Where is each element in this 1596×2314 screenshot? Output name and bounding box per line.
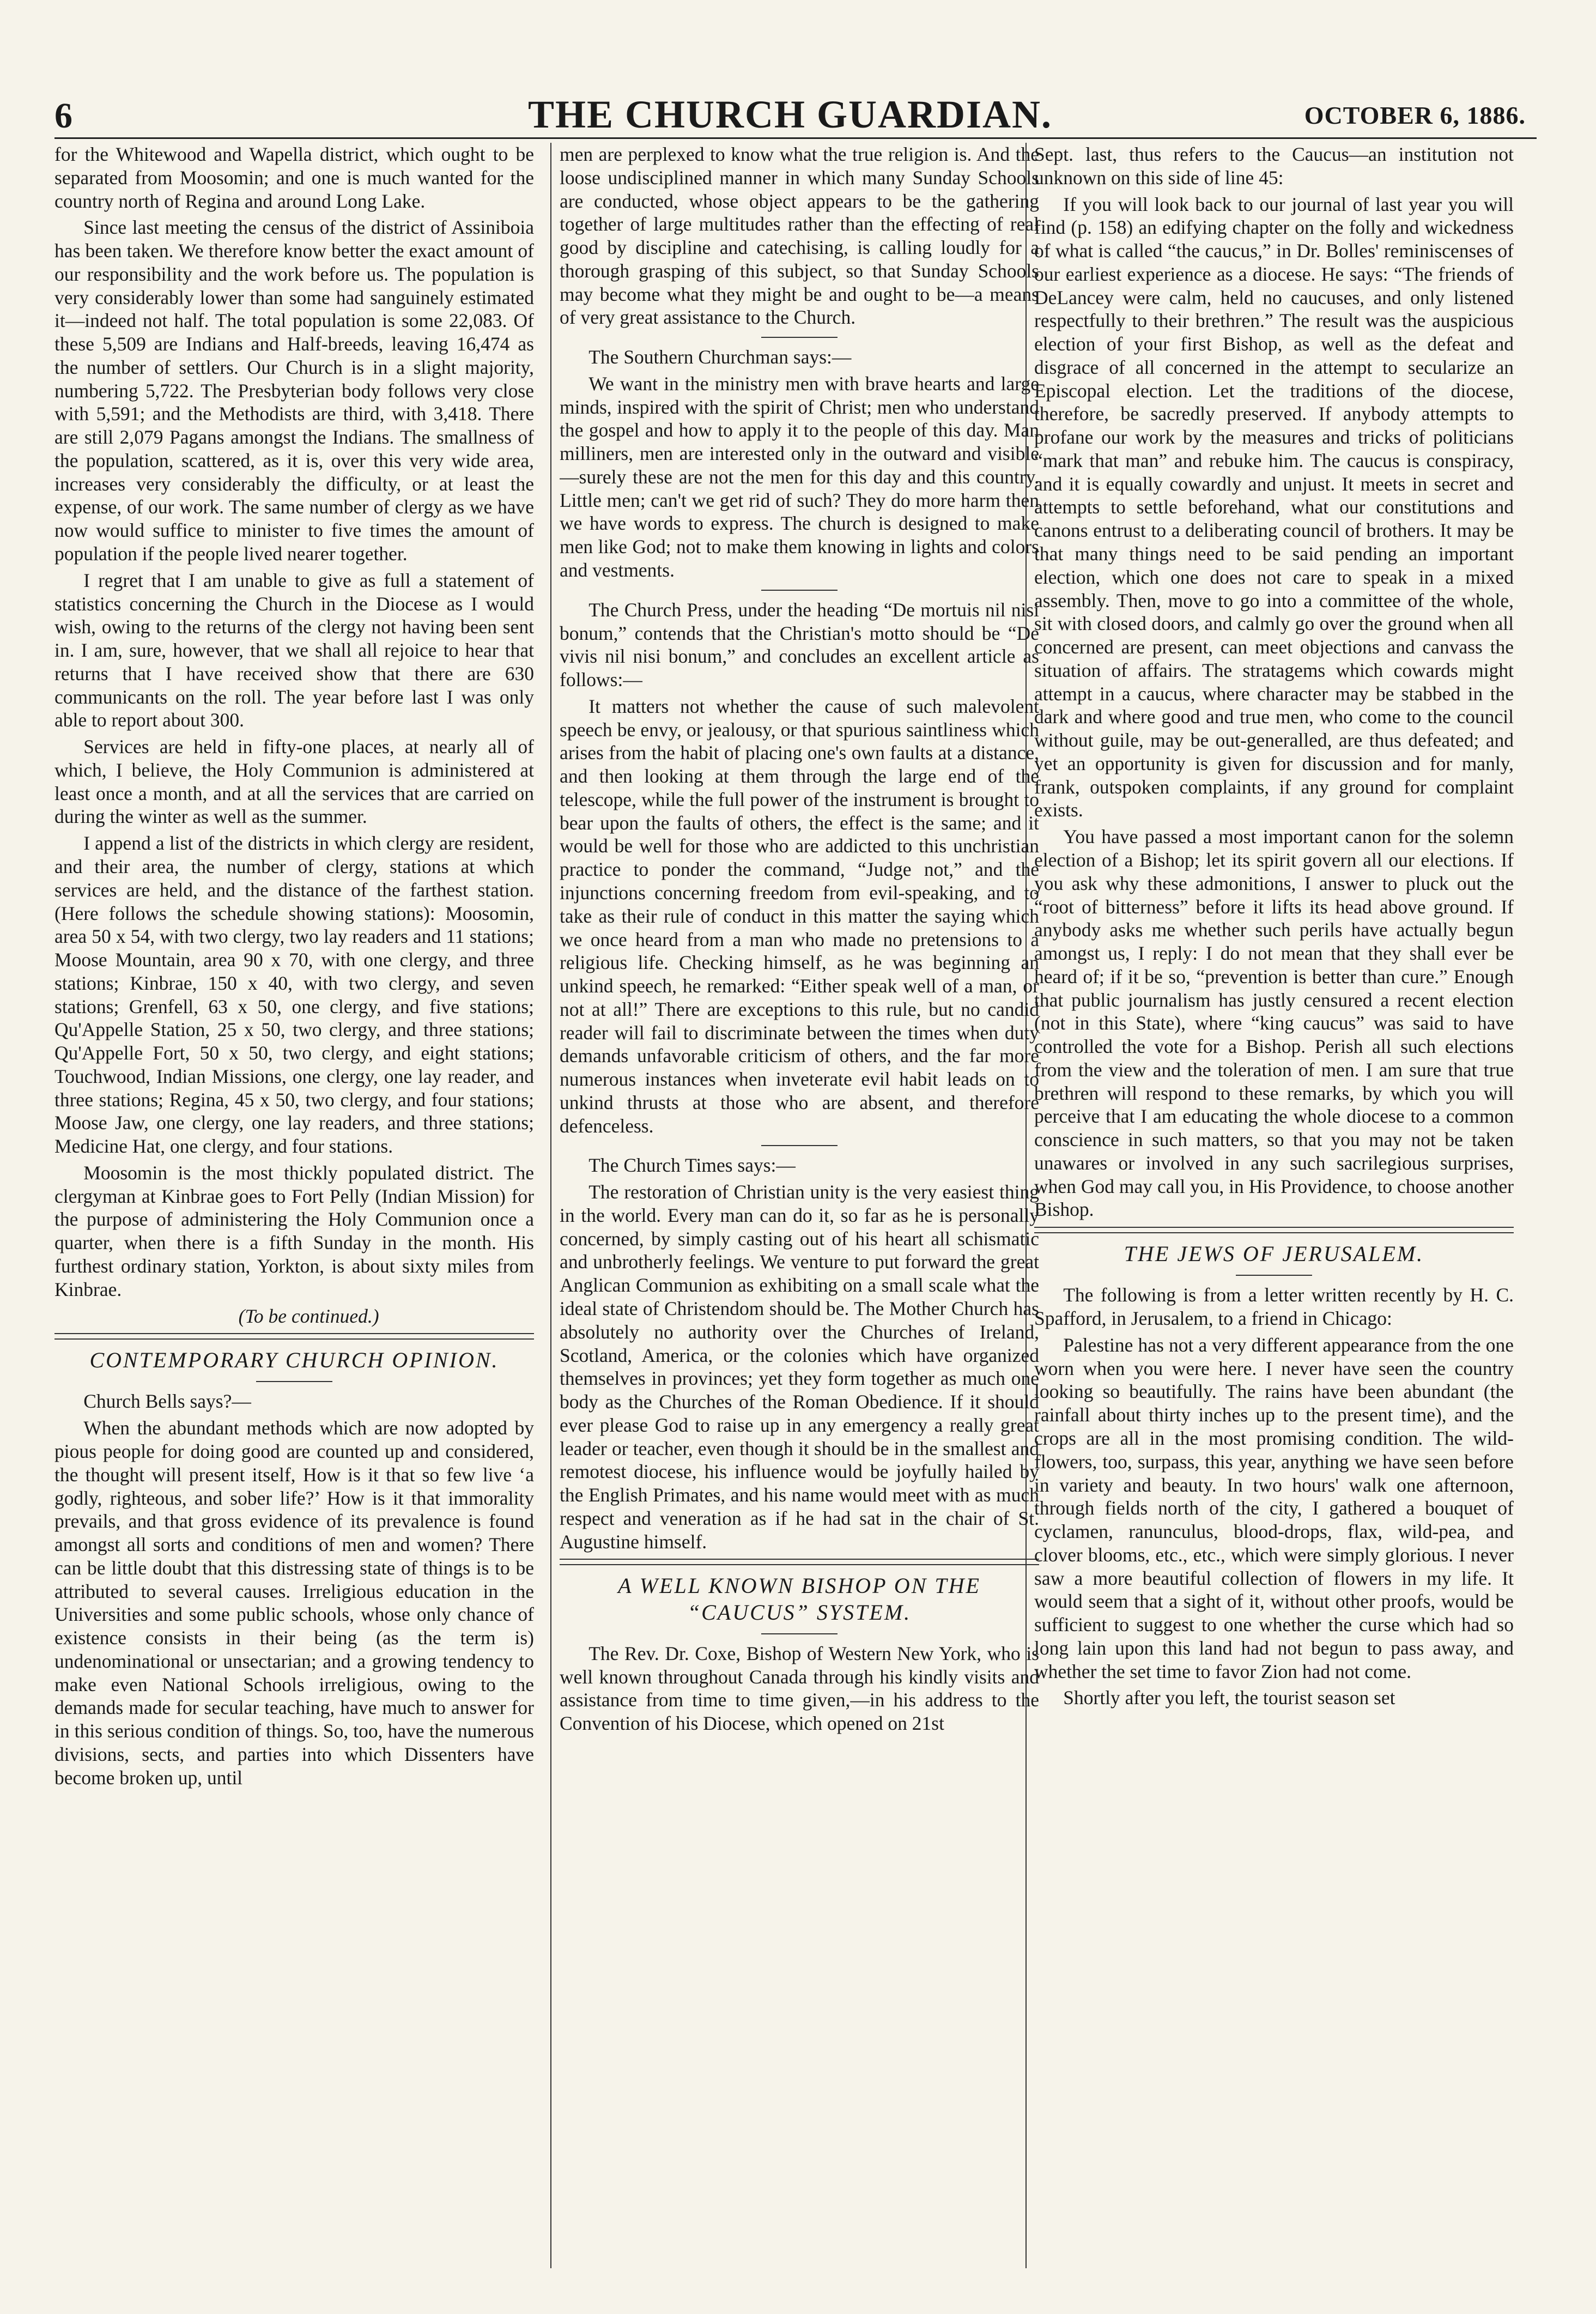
heading-rule <box>1236 1275 1312 1276</box>
masthead-title: THE CHURCH GUARDIAN. <box>527 93 1053 136</box>
header-rule <box>54 137 1537 139</box>
paragraph: I regret that I am unable to give as full a statement of statistics concerning the Church in the Diocese as I would wish, owing to the returns of the clergy not having been sent in. I am, sure, however, that we shall all rejoice to hear that returns that I have received show that there are 630 communicants on the roll. The year before last I was only able to report about 300. <box>54 569 534 731</box>
item-divider <box>761 590 838 591</box>
paragraph: Sept. last, thus refers to the Caucus—an institution not unknown on this side of line 45: <box>1034 143 1514 189</box>
paragraph: The restoration of Christian unity is the very easiest thing in the world. Every man can do it, so far as he is personally concerned, by simply casting out of his heart all schismatic and unbrotherly feelings. We venture to put forward the great Anglican Communion as exhibiting on a small scale what the ideal state of Christendom should be. The Mother Church has absolutely no authority over the Churches of Ireland, Scotland, America, or the colonies which have organized themselves in provinces; yet they form together as much one body as the Churches of the Roman Obedience. If it should ever please God to raise up in any emergency a really great leader or teacher, even though it should be in the smallest and remotest diocese, his influence would be joyfully hailed by the English Primates, and his name would meet with as much respect and veneration as if he had sat in the chair of St. Augustine himself. <box>560 1181 1039 1553</box>
paragraph: Shortly after you left, the tourist season set <box>1063 1687 1395 1709</box>
paragraph: Palestine has not a very different appearance from the one worn when you were here. I never have seen the country looking so beautifully. The rains have been abundant (the rainfall about thirty inches up to the present time), and the crops are all in the most promising condition. The wild-flowers, too, surpass, this year, anything we have seen before in variety and beauty. In two hours' walk one afternoon, through fields north of the city, I gathered a bouquet of cyclamen, ranunculus, blood-drops, flax, wild-pea, and clover blooms, etc., etc., which were simply glorious. I never saw a more beautiful collection of flowers in my life. It would seem that a sight of it, without other proofs, would be sufficient to suggest to one whether the curse which had so long lain upon this land had not begun to pass away, and whether the set time to favor Zion had not come. <box>1034 1334 1514 1682</box>
column-2 <box>560 143 1039 2268</box>
continued-note: (To be continued.) <box>238 1305 379 1327</box>
source-intro: The Southern Churchman says:— <box>588 346 852 368</box>
source-intro: Church Bells says?— <box>83 1390 251 1413</box>
column-3 <box>1034 143 1514 2268</box>
paragraph: It matters not whether the cause of such malevolent speech be envy, or jealousy, or that spurious saintliness which arises from the habit of placing one's own faults at a distance, and then looking at them through the large end of the telescope, while the full power of the instrument is brought to bear upon the faults of others, the effect is the same; and it would be well for those who are addicted to this unchristian practice to ponder the command, “Judge not,” and the injunctions concerning freedom from evil-speaking, and to take as their rule of conduct in this matter the saying which we once heard from a man who made no pretensions to a religious life. Checking himself, as he was beginning an unkind speech, he remarked: “Either speak well of a man, or not at all!” There are exceptions to this rule, but no candid reader will fail to discriminate between the times when duty demands unfavorable criticism of others, and the far more numerous instances when inveterate evil habit leads on to unkind thrusts at those who are absent, and therefore defenceless. <box>560 695 1039 1137</box>
section-divider <box>560 1559 1039 1565</box>
source-intro: The Church Press, under the heading “De mortuis nil nisi bonum,” contends that the Christian's motto should be “De vivis nil nisi bonum,” and concludes an excellent article as follows:— <box>560 598 1039 691</box>
paragraph: When the abundant methods which are now adopted by pious people for doing good are counted up and considered, the thought will present itself, How is it that so few live ‘a godly, righteous, and sober life?’ How is it that immorality prevails, and that gross evidence of its prevalence is found amongst all sorts and conditions of men and women? There can be little doubt that this distressing state of things is to be attributed to several causes. Irreligious education in the Universities and some public schools, whose only chance of existence consists in their being (as the term is) undenominational or unsectarian; and a growing tendency to make even National Schools irreligious, owing to the demands made for secular teaching, have much to answer for in this serious condition of things. So, too, have the numerous divisions, sects, and parties into which Dissenters have become broken up, until <box>54 1417 534 1789</box>
column-divider <box>550 143 551 2268</box>
paragraph: The Rev. Dr. Coxe, Bishop of Western New York, who is well known throughout Canada through his kindly visits and assistance from time to time given,—in his address to the Convention of his Diocese, which opened on 21st <box>560 1642 1039 1735</box>
section-divider <box>54 1333 534 1340</box>
issue-date: OCTOBER 6, 1886. <box>1304 101 1526 129</box>
heading-rule <box>256 1381 332 1382</box>
paragraph: men are perplexed to know what the true religion is. And the loose undisciplined manner in which many Sunday Schools are conducted, whose object appears to be the gathering together of large multitudes rather than the effecting of real good by discipline and catechising, is calling loudly for a thorough grasping of this subject, so that Sunday Schools may become what they might be and ought to be—a means of very great assistance to the Church. <box>560 143 1039 329</box>
page-number: 6 <box>54 96 72 136</box>
column-1 <box>54 143 534 2268</box>
paragraph: Since last meeting the census of the district of Assiniboia has been taken. We therefore know better the exact amount of our responsibility and the work before us. The population is very considerably lower than some had sanguinely estimated it—indeed not half. The total population is some 22,083. Of these 5,509 are Indians and Half-breeds, leaving 16,474 as the number of settlers. Our Church is in a slight majority, numbering 5,722. The Presbyterian body follows very close with 5,591; and the Methodists are third, with 3,418. There are still 2,079 Pagans amongst the Indians. The smallness of the population, scattered, as it is, over this very wide area, increases very considerably the difficulty, or at least the expense, of our work. The same number of clergy as we have now would suffice to minister to five times the amount of population if the people lived nearer together. <box>54 216 534 565</box>
paragraph: Moosomin is the most thickly populated district. The clergyman at Kinbrae goes to Fort Pelly (Indian Mission) for the purpose of administering the Holy Communion once a quarter, when there is a fifth Sunday in the month. His furthest ordinary station, Yorkton, is about sixty miles from Kinbrae. <box>54 1161 534 1300</box>
heading-rule <box>761 1633 838 1634</box>
section-divider <box>1034 1227 1514 1233</box>
paragraph: You have passed a most important canon for the solemn election of a Bishop; let its spirit govern all our elections. If you ask why these admonitions, I answer to pluck out the “root of bitterness” before it lifts its head above ground. If anybody asks me whether such perils have actually begun amongst us, I reply: I do not mean that they shall ever be heard of; if it be so, “prevention is better than cure.” Enough that public journalism has justly censured a recent election (not in this State), where “king caucus” was said to have controlled the vote for a Bishop. Perish all such elections from the view and the toleration of men. I am sure that true brethren will respond to these remarks, by which you will perceive that I am educating the whole diocese to a common conscience in such matters, so that you may not be taken unawares or involved in any such sacrilegious surprises, when God may call you, in His Providence, to choose another Bishop. <box>1034 826 1514 1221</box>
section-heading: A WELL KNOWN BISHOP ON THE <box>618 1573 981 1598</box>
paragraph: I append a list of the districts in which clergy are resident, and their area, the number of clergy, stations at which services are held, and the distance of the farthest station. (Here follows the schedule showing stations): Moosomin, area 50 x 54, with two clergy, two lay readers and 11 stations; Moose Mountain, area 90 x 70, with one clergy, and three stations; Kinbrae, 150 x 40, with two clergy, and seven stations; Grenfell, 63 x 50, one clergy, and five stations; Qu'Appelle Station, 25 x 50, two clergy, and three stations; Qu'Appelle Fort, 50 x 50, two clergy, and eight stations; Touchwood, Indian Missions, one clergy, one lay reader, and three stations; Regina, 45 x 50, two clergy, and four stations; Moose Jaw, one clergy, one lay readers, and three stations; Medicine Hat, one clergy, and four stations. <box>54 832 534 1158</box>
paragraph: Services are held in fifty-one places, at nearly all of which, I believe, the Holy Communion is administered at least once a month, and at all the services that are carried on during the winter as well as the summer. <box>54 736 534 828</box>
item-divider <box>761 337 838 338</box>
paragraph: We want in the ministry men with brave hearts and large minds, inspired with the spirit of Christ; men who understand the gospel and how to apply it to the people of this day. Man milliners, men are interested only in the outward and visible—surely these are not the men for this day and this country. Little men; can't we get rid of such? They do more harm then we have words to express. The church is designed to make men like God; not to make them knowing in lights and colors and vestments. <box>560 372 1039 581</box>
page-header <box>54 95 1526 147</box>
paragraph: The following is from a letter written recently by H. C. Spafford, in Jerusalem, to a friend in Chicago: <box>1034 1284 1514 1330</box>
section-heading: “CAUCUS” SYSTEM. <box>687 1600 912 1625</box>
item-divider <box>761 1145 838 1146</box>
section-heading: CONTEMPORARY CHURCH OPINION. <box>89 1348 499 1373</box>
paragraph: for the Whitewood and Wapella district, which ought to be separated from Moosomin; and one is much wanted for the country north of Regina and around Long Lake. <box>54 143 534 212</box>
source-intro: The Church Times says:— <box>588 1154 796 1177</box>
section-heading: THE JEWS OF JERUSALEM. <box>1124 1241 1424 1267</box>
paragraph: If you will look back to our journal of last year you will find (p. 158) an edifying chapter on the folly and wickedness of what is called “the caucus,” in Dr. Bolles' reminiscenses of our earliest experience as a diocese. He says: “The friends of DeLancey were calm, held no caucuses, and only listened respectfully to their brethren.” The result was the auspicious election of your first Bishop, as well as the defeat and disgrace of all concerned in the attempt to secularize an Episcopal election. Let the traditions of the diocese, therefore, be sacredly preserved. If anybody attempts to profane our work by the measures and tricks of politicians “mark that man” and rebuke him. The caucus is conspiracy, and it is equally cowardly and unjust. It meets in secret and attempts to settle beforehand, what our constitutions and canons entrust to a deliberating council of brothers. It may be that many things need to be said pending an important election, which one does not care to speak in a mixed assembly. Then, move to go into a committee of the whole, sit with closed doors, and calmly go over the ground when all concerned are present, can meet objections and canvass the situation of affairs. The stratagems which cowards might attempt in a caucus, where character may be stabbed in the dark and where good and true men, who come to the council without guile, may be out-generalled, are thus defeated; and yet an opportunity is given for discussion and for manly, frank, outspoken complaints, if any ground for complaint exists. <box>1034 193 1514 821</box>
